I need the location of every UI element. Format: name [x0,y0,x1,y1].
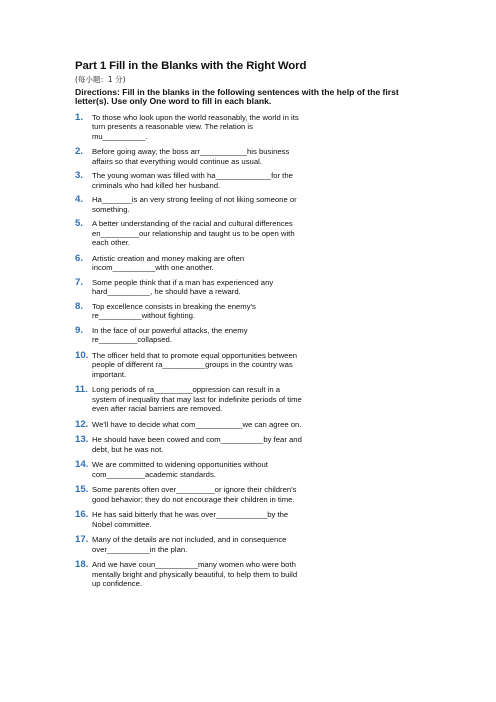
question-text-line: Ha_______is an very strong feeling of not liking someone or [92,195,297,205]
question-number: 13. [75,434,89,446]
question-text-line: To those who look upon the world reasonably, the world in its [92,112,299,122]
question-text-line: com_________academic standards. [92,469,216,479]
question-text-line: criminals who had killed her husband. [92,180,221,190]
question-item [75,560,427,589]
score-note: (每小题：1 分) [75,75,126,84]
question-text-line: And we have coun__________many women who were both [92,560,296,570]
question-text [92,560,324,589]
question-text-line: The young woman was filled with ha_____________for the [92,171,293,181]
question-text-line: debt, but he was not. [92,444,164,454]
question-item [75,351,427,380]
question-text-line: He should have been cowed and com__________by fear and [92,435,302,445]
question-text-line: re_________collapsed. [92,335,172,345]
question-number: 7. [75,276,84,288]
question-text [92,278,324,297]
question-text-line: something. [92,204,130,214]
question-number: 8. [75,300,84,312]
question-text-line: Before going away, the boss arr___________his business [92,147,290,157]
question-text-line: mentally bright and physically beautiful, to help them to build [92,569,298,579]
question-item [75,278,427,297]
question-text [92,219,324,248]
question-text-line: people of different ra__________groups in the country was [92,360,293,370]
question-text [92,195,324,214]
question-number: 11. [75,384,88,396]
question-text [92,113,324,142]
question-text-line: In the face of our powerful attacks, the enemy [92,325,248,335]
question-item [75,302,427,321]
question-number: 4. [75,194,84,206]
question-text [92,435,324,454]
worksheet-page [75,60,427,589]
question-text [92,326,324,345]
question-number: 16. [75,509,89,521]
question-text-line: Many of the details are not included, and in consequence [92,535,287,545]
question-number: 2. [75,146,84,158]
question-text [92,254,324,273]
question-text-line: Some parents often over_________or ignore their children's [92,485,297,495]
question-text-line: turn presents a reasonable view. The relation is [92,122,253,132]
question-number: 5. [75,218,84,230]
question-item [75,435,427,454]
question-item [75,326,427,345]
question-number: 9. [75,324,84,336]
question-number: 15. [75,484,89,496]
question-text-line: mu__________. [92,131,148,141]
question-text-line: Artistic creation and money making are often [92,253,245,263]
question-text-line: hard__________, he should have a reward. [92,287,241,297]
question-item [75,510,427,529]
question-number: 14. [75,459,89,471]
question-text-line: affairs so that everything would continue as usual. [92,156,262,166]
question-text-line: re__________without fighting. [92,311,196,321]
question-item [75,485,427,504]
question-item [75,113,427,142]
question-item [75,460,427,479]
question-text [92,460,324,479]
question-item [75,254,427,273]
question-text [92,351,324,380]
question-text-line: up confidence. [92,579,143,589]
question-text-line: We'll have to decide what com___________we can agree on. [92,419,302,429]
question-text [92,535,324,554]
question-number: 12. [75,418,89,430]
question-item [75,420,427,430]
question-text-line: important. [92,369,127,379]
question-text [92,510,324,529]
question-number: 6. [75,252,84,264]
question-text-line: incom__________with one another. [92,263,214,273]
question-item [75,385,427,414]
question-text-line: Some people think that if a man has experienced any [92,277,274,287]
question-item [75,147,427,166]
question-number: 17. [75,534,89,546]
question-text [92,302,324,321]
question-text [92,147,324,166]
page-title: Part 1 Fill in the Blanks with the Right Word [75,60,307,72]
question-item [75,195,427,214]
question-number: 1. [75,111,84,123]
question-text-line: Top excellence consists in breaking the enemy's [92,301,256,311]
question-item [75,171,427,190]
question-text-line: Nobel committee. [92,519,152,529]
question-text [92,485,324,504]
question-number: 3. [75,170,84,182]
question-text-line: We are committed to widening opportunities without [92,460,268,470]
question-text [92,385,324,414]
question-text [92,420,324,430]
question-text-line: each other. [92,238,131,248]
question-text-line: over__________in the plan. [92,544,188,554]
question-text-line: A better understanding of the racial and cultural differences [92,219,293,229]
question-text-line: The officer held that to promote equal opportunities between [92,350,297,360]
question-item [75,535,427,554]
question-number: 10. [75,349,89,361]
question-text-line: en_________our relationship and taught us to be open with [92,228,295,238]
question-text-line: even after racial barriers are removed. [92,404,223,414]
question-list [75,113,427,589]
question-text [92,171,324,190]
question-item [75,219,427,248]
directions-text: Directions: Fill in the blanks in the following sentences with the help of the first letter(s). Use only One word to fill in each blank. [75,87,399,107]
question-text-line: system of inequality that may last for indefinite periods of time [92,394,302,404]
question-text-line: Long periods of ra_________oppression can result in a [92,385,281,395]
question-number: 18. [75,559,89,571]
question-text-line: He has said bitterly that he was over____________by the [92,510,289,520]
question-text-line: good behavior; they do not encourage their children in time. [92,494,295,504]
